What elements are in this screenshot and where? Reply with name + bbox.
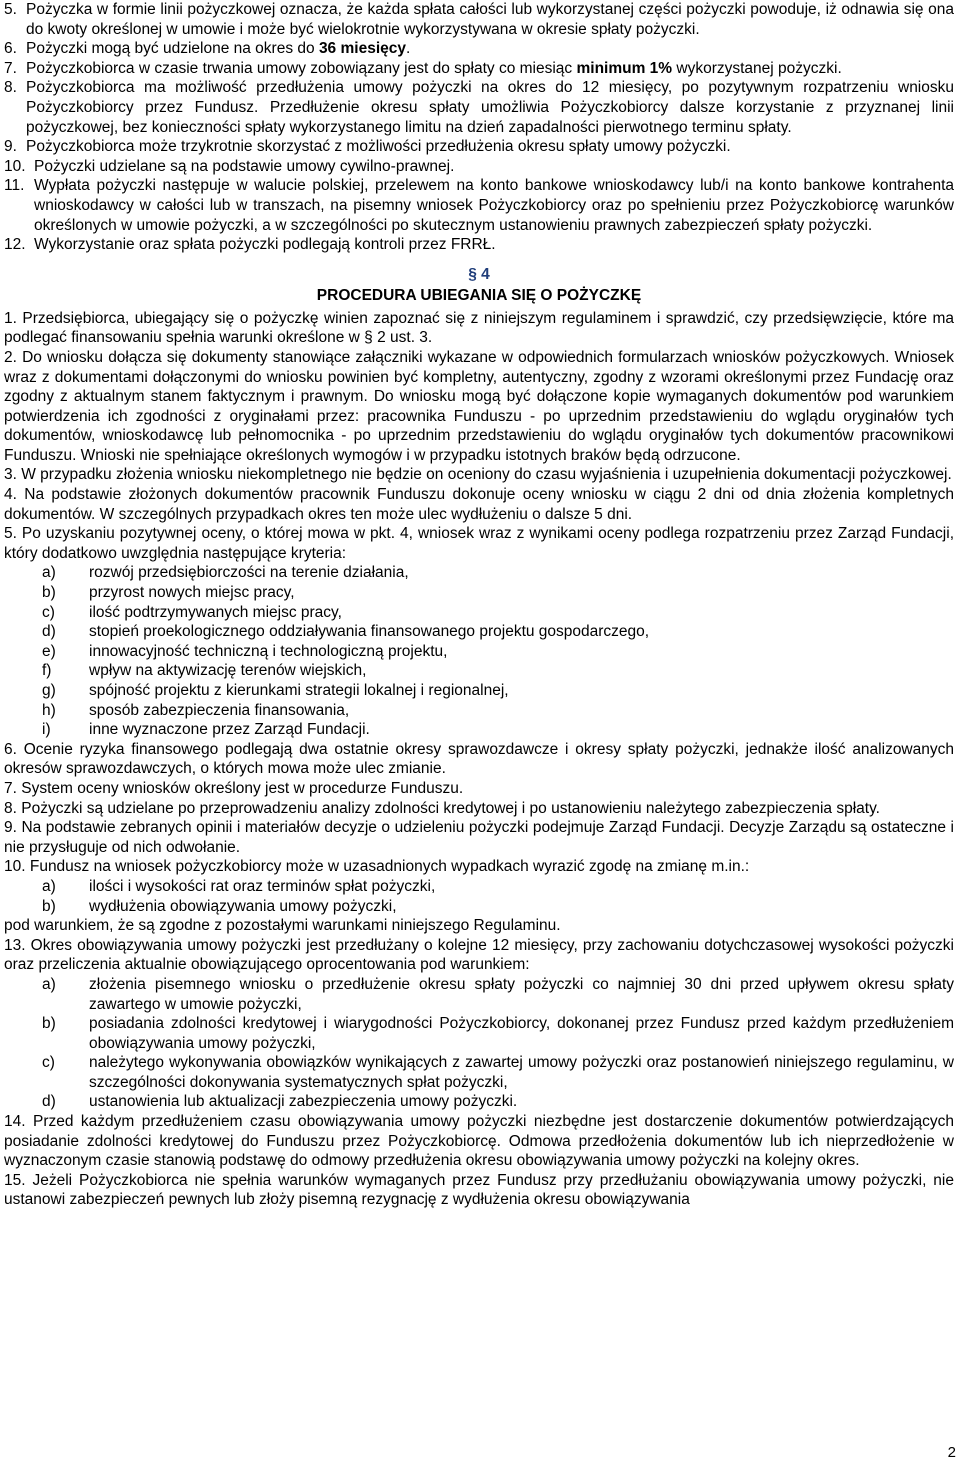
paragraph-4: 4. Na podstawie złożonych dokumentów pracownik Funduszu dokonuje oceny wniosku w ciągu 2 dni od dnia złożenia kompletnych dokumentów. W szczególnych przypadkach okres ten może ulec wydłużeniu o dalsze 5 dni.: [4, 486, 954, 523]
list-marker: b): [42, 897, 56, 915]
item-text: Pożyczkobiorca ma możliwość przedłużenia umowy pożyczki na okres do 12 miesięcy, po pozytywnym rozpatrzeniu wniosku Pożyczkobiorcy przez Fundusz. Przedłużenie okresu spłaty umożliwia Pożyczkobiorcy dalsze korzystanie z przyznanej linii pożyczkowej, bez konieczności spłaty wykorzystanego limitu na dzień zapadalności pierwotnego terminu spłaty.: [26, 79, 954, 136]
criteria-item: [4, 661, 954, 681]
list-marker: a): [42, 877, 56, 895]
list-marker: f): [42, 662, 52, 680]
document-page: [4, 0, 954, 1210]
condition-item: [4, 1053, 954, 1092]
paragraph-8: 8. Pożyczki są udzielane po przeprowadzeniu analizy zdolności kredytowej i po ustanowieniu należytego zabezpieczenia spłaty.: [4, 799, 880, 817]
list-marker: g): [42, 682, 56, 699]
change-item: [4, 897, 954, 917]
item-number: 11.: [4, 177, 25, 195]
change-item: [4, 877, 954, 897]
item-text: Wykorzystanie oraz spłata pożyczki podlegają kontroli przez FRRŁ.: [34, 236, 496, 254]
paragraph-1: 1. Przedsiębiorca, ubiegający się o pożyczkę winien zapoznać się z niniejszym regulaminem i sprawdzić, czy przedsięwzięcie, które ma podlegać finansowaniu spełnia warunki określone w § 2 ust. 3.: [4, 309, 954, 347]
paragraph-13: 13. Okres obowiązywania umowy pożyczki jest przedłużany o kolejne 12 miesięcy, przy zachowaniu dotychczasowej wysokości pożyczki oraz przeliczenia aktualnie obowiązującego oprocentowania pod warunkiem:: [4, 936, 954, 974]
list-marker: d): [42, 623, 56, 641]
loan-term-item: [4, 78, 954, 137]
list-marker: d): [42, 1093, 56, 1111]
section-number: § 4: [468, 265, 490, 283]
item-number: 5.: [4, 1, 17, 18]
item-number: 8.: [4, 79, 17, 97]
criteria-list: [4, 563, 954, 739]
paragraph-10-tail: pod warunkiem, że są zgodne z pozostałymi warunkami niniejszego Regulaminu.: [4, 917, 561, 935]
criteria-item: [4, 563, 954, 583]
list-marker: b): [42, 584, 56, 602]
list-marker: h): [42, 701, 56, 719]
paragraph-2: 2. Do wniosku dołącza się dokumenty stanowiące załączniki wykazane w odpowiednich formularzach wniosków pożyczkowych. Wniosek wraz z dokumentami dołączonymi do wniosku powinien być kompletny, autentyczny, zgodny z wzorami określonymi przez Fundację oraz zgodny z aktualnym stanem faktycznym i prawnym. Do wniosku mogą być dołączone kopie wymaganych dokumentów pod warunkiem potwierdzenia ich zgodności z oryginałami przez: pracownika Funduszu - po uprzednim przedstawieniu do wglądu oryginałów tych dokumentów, wnioskodawcę lub pełnomocnika - po uprzednim przedstawieniu do wglądu oryginałów tych dokumentów pracownikowi Funduszu. Wnioski nie spełniające określonych wymogów i w przypadku istotnych braków będą odrzucone.: [4, 348, 954, 464]
condition-item: [4, 975, 954, 1014]
item-text: Pożyczkobiorca może trzykrotnie skorzystać z możliwości przedłużenia okresu spłaty umowy pożyczki.: [26, 138, 731, 156]
list-marker: a): [42, 564, 56, 582]
item-number: 7.: [4, 59, 17, 77]
list-text: stopień proekologicznego oddziaływania finansowanego projektu gospodarczego,: [89, 623, 650, 641]
list-text: wydłużenia obowiązywania umowy pożyczki,: [89, 897, 397, 915]
item-emphasis: minimum 1%: [576, 59, 673, 77]
loan-terms-list: [4, 0, 954, 255]
section-heading: [4, 264, 954, 306]
item-number: 6.: [4, 40, 17, 58]
paragraph-6: 6. Ocenie ryzyka finansowego podlegają dwa ostatnie okresy sprawozdawcze i okresy spłaty pożyczki, jednakże ilość analizowanych okresów sprawozdawczych, o których mowa może ulec zmianie.: [4, 740, 954, 778]
paragraph-3: 3. W przypadku złożenia wniosku niekompletnego nie będzie on oceniony do czasu wyjaśnienia i uzupełnienia dokumentacji pożyczkowej.: [4, 466, 952, 484]
item-text: Pożyczkobiorca w czasie trwania umowy zobowiązany jest do spłaty co miesiąc minimum 1% wykorzystanej pożyczki.: [26, 59, 842, 77]
paragraph-5: 5. Po uzyskaniu pozytywnej oceny, o której mowa w pkt. 4, wniosek wraz z wynikami oceny podlega rozpatrzeniu przez Zarząd Fundacji, który dodatkowo uwzględnia następujące kryteria:: [4, 525, 954, 562]
list-text: należytego wykonywania obowiązków wynikających z zawartej umowy pożyczki oraz postanowień niniejszego regulaminu, w szczególności dokonywania systematycznych spłat pożyczki,: [89, 1054, 954, 1091]
list-text: sposób zabezpieczenia finansowania,: [89, 701, 350, 719]
conditions-list: [4, 975, 954, 1112]
criteria-item: [4, 681, 954, 701]
loan-term-item: [4, 59, 954, 79]
loan-term-item: [4, 39, 954, 59]
criteria-item: [4, 720, 954, 740]
section-title: PROCEDURA UBIEGANIA SIĘ O POŻYCZKĘ: [316, 286, 642, 304]
list-text: inne wyznaczone przez Zarząd Fundacji.: [89, 721, 370, 739]
condition-item: [4, 1014, 954, 1053]
criteria-item: [4, 603, 954, 623]
paragraph-15: 15. Jeżeli Pożyczkobiorca nie spełnia warunków wymaganych przez Fundusz przy przedłużaniu obowiązywania umowy pożyczki, nie ustanowi zabezpieczeń pewnych lub złoży pisemną rezygnację z wydłużenia okresu obowiązywania: [4, 1171, 954, 1209]
criteria-item: [4, 701, 954, 721]
list-text: wpływ na aktywizację terenów wiejskich,: [89, 662, 367, 680]
list-marker: c): [42, 1054, 55, 1072]
criteria-item: [4, 622, 954, 642]
item-number: 9.: [4, 138, 17, 156]
list-text: ilości i wysokości rat oraz terminów spłat pożyczki,: [89, 877, 436, 895]
loan-term-item: [4, 137, 954, 157]
loan-term-item: [4, 0, 954, 39]
item-text: Pożyczki udzielane są na podstawie umowy cywilno-prawnej.: [34, 157, 455, 175]
list-marker: b): [42, 1015, 56, 1033]
loan-term-item: [4, 235, 954, 255]
list-marker: a): [42, 975, 56, 993]
list-text: posiadania zdolności kredytowej i wiarygodności Pożyczkobiorcy, dokonanej przez Fundusz przed każdym przedłużeniem obowiązywania umowy pożyczki,: [89, 1015, 954, 1052]
list-text: spójność projektu z kierunkami strategii lokalnej i regionalnej,: [89, 682, 509, 699]
paragraph-7: 7. System oceny wniosków określony jest w procedurze Funduszu.: [4, 779, 464, 797]
item-text: Wypłata pożyczki następuje w walucie polskiej, przelewem na konto bankowe wnioskodawcy lub/i na konto bankowe kontrahenta wnioskodawcy w całości lub w transzach, na pisemny wniosek Pożyczkobiorcy oraz po spełnieniu przez Pożyczkobiorcę warunków określonych w umowie pożyczki, a w szczególności po skutecznym ustanowieniu prawnych zabezpieczeń spłaty pożyczki.: [34, 177, 954, 234]
criteria-item: [4, 642, 954, 662]
item-number: 10.: [4, 157, 26, 175]
list-text: rozwój przedsiębiorczości na terenie działania,: [89, 564, 409, 582]
changes-list: [4, 877, 954, 916]
list-text: ustanowienia lub aktualizacji zabezpieczenia umowy pożyczki.: [89, 1093, 518, 1111]
item-text: Pożyczki mogą być udzielone na okres do 36 miesięcy.: [26, 40, 411, 58]
paragraph-9: 9. Na podstawie zebranych opinii i materiałów decyzje o udzieleniu pożyczki podejmuje Zarząd Fundacji. Decyzje Zarządu są ostateczne i nie przysługuje od nich odwołanie.: [4, 819, 954, 856]
list-marker: c): [42, 603, 55, 621]
page-number: 2: [947, 1444, 956, 1461]
paragraph-10: 10. Fundusz na wniosek pożyczkobiorcy może w uzasadnionych wypadkach wyrazić zgodę na zmianę m.in.:: [4, 858, 750, 876]
item-number: 12.: [4, 236, 26, 254]
paragraph-14: 14. Przed każdym przedłużeniem czasu obowiązywania umowy pożyczki niezbędne jest dostarczenie dokumentów potwierdzających posiadanie zdolności kredytowej do Funduszu przez Pożyczkobiorcę. Odmowa przedłożenia dokumentów lub ich nieprzedłożenie w wyznaczonym czasie stanowią podstawę do odmowy przedłużenia okresu obowiązywania umowy pożyczki na kolejny okres.: [4, 1113, 954, 1170]
item-text: Pożyczka w formie linii pożyczkowej oznacza, że każda spłata całości lub wykorzystanej części pożyczki powoduje, iż odnawia się ona do kwoty określonej w umowie i może być wielokrotnie wykorzystywana w okresie spłaty pożyczki.: [26, 1, 954, 38]
item-emphasis: 36 miesięcy: [318, 40, 406, 58]
list-text: przyrost nowych miejsc pracy,: [89, 584, 295, 602]
loan-term-item: [4, 176, 954, 235]
list-marker: i): [42, 721, 51, 739]
list-text: innowacyjność techniczną i technologiczną projektu,: [89, 642, 448, 660]
list-marker: e): [42, 642, 56, 660]
loan-term-item: [4, 157, 954, 177]
condition-item: [4, 1092, 954, 1112]
list-text: ilość podtrzymywanych miejsc pracy,: [89, 603, 342, 621]
list-text: złożenia pisemnego wniosku o przedłużenie okresu spłaty pożyczki co najmniej 30 dni przed upływem okresu spłaty zawartego w umowie pożyczki,: [89, 975, 954, 1013]
criteria-item: [4, 583, 954, 603]
